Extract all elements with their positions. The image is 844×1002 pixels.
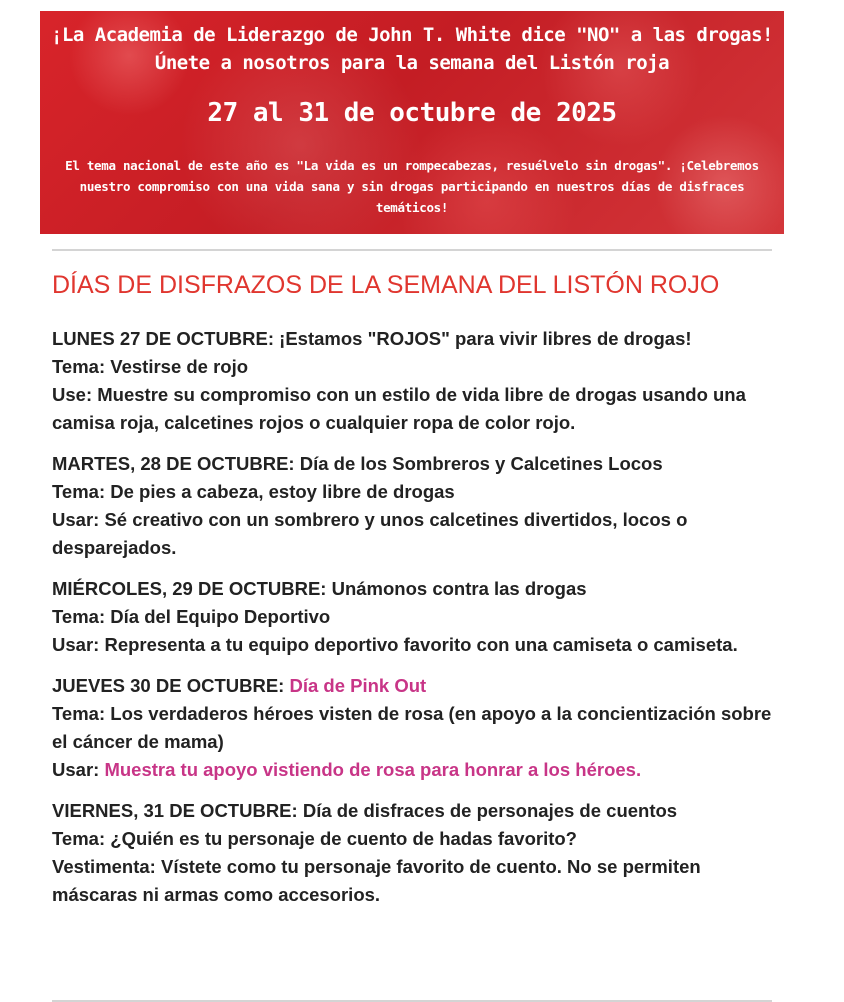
day-heading: MARTES, 28 DE OCTUBRE:: [52, 453, 295, 474]
theme-label: Tema:: [52, 606, 106, 627]
day-event: Día de los Sombreros y Calcetines Locos: [299, 453, 663, 474]
theme-label: Tema:: [52, 828, 106, 849]
day-heading: VIERNES, 31 DE OCTUBRE:: [52, 800, 298, 821]
banner-headline: ¡La Academia de Liderazgo de John T. White dice "NO" a las drogas!: [51, 24, 773, 46]
wear-label: Usar:: [52, 509, 100, 530]
theme-label: Tema:: [52, 356, 106, 377]
day-theme-line: [52, 825, 782, 853]
day-wear: Muestre su compromiso con un estilo de vida libre de drogas usando una camisa roja, calcetines rojos o cualquier ropa de color rojo.: [52, 384, 746, 433]
day-wear-line: [52, 381, 782, 437]
day-wear-pink: Muestra tu apoyo vistiendo de rosa para honrar a los héroes.: [104, 759, 642, 780]
day-wear: Sé creativo con un sombrero y unos calcetines divertidos, locos o desparejados.: [52, 509, 688, 558]
day-heading: MIÉRCOLES, 29 DE OCTUBRE:: [52, 578, 327, 599]
day-event: Unámonos contra las drogas: [331, 578, 587, 599]
day-heading: JUEVES 30 DE OCTUBRE:: [52, 675, 285, 696]
day-wear: Vístete como tu personaje favorito de cuento. No se permiten máscaras ni armas como accesorios.: [52, 856, 701, 905]
day-wear-line: [52, 853, 782, 909]
day-thursday: [52, 672, 782, 784]
red-ribbon-banner: [40, 11, 784, 234]
day-wear-line: [52, 756, 782, 784]
wear-label: Use:: [52, 384, 93, 405]
day-heading-line: [52, 575, 782, 603]
day-wear-line: [52, 506, 782, 562]
banner-subheadline: Únete a nosotros para la semana del Listón roja: [154, 52, 670, 74]
theme-label: Tema:: [52, 481, 106, 502]
wear-label: Usar:: [52, 634, 100, 655]
main-content: [52, 266, 782, 909]
day-heading-line: [52, 672, 782, 700]
day-monday: [52, 325, 782, 437]
day-heading-line: [52, 797, 782, 825]
day-heading: LUNES 27 DE OCTUBRE:: [52, 328, 275, 349]
day-wear: Representa a tu equipo deportivo favorito con una camiseta o camiseta.: [104, 634, 738, 655]
day-theme: Los verdaderos héroes visten de rosa (en apoyo a la concientización sobre el cáncer de mama): [52, 703, 772, 752]
day-event-pink: Día de Pink Out: [289, 675, 427, 696]
wear-label: Vestimenta:: [52, 856, 156, 877]
day-theme: Día del Equipo Deportivo: [110, 606, 331, 627]
day-theme: Vestirse de rojo: [110, 356, 249, 377]
day-wear-line: [52, 631, 782, 659]
section-title: DÍAS DE DISFRAZOS DE LA SEMANA DEL LISTÓN ROJO: [52, 271, 720, 299]
day-wednesday: [52, 575, 782, 659]
day-heading-line: [52, 450, 782, 478]
day-theme-line: [52, 478, 782, 506]
day-heading-line: [52, 325, 782, 353]
day-friday: [52, 797, 782, 909]
day-theme-line: [52, 353, 782, 381]
day-theme: ¿Quién es tu personaje de cuento de hadas favorito?: [110, 828, 577, 849]
day-theme: De pies a cabeza, estoy libre de drogas: [110, 481, 455, 502]
day-event: ¡Estamos "ROJOS" para vivir libres de drogas!: [279, 328, 692, 349]
day-theme-line: [52, 700, 782, 756]
banner-theme-text: El tema nacional de este año es "La vida es un rompecabezas, resuélvelo sin drogas". ¡Celebremos nuestro compromiso con una vida sana y sin drogas participando en nuestros días de disfraces temáticos!: [65, 158, 759, 215]
top-divider: [52, 249, 772, 251]
day-event: Día de disfraces de personajes de cuentos: [302, 800, 678, 821]
theme-label: Tema:: [52, 703, 106, 724]
day-tuesday: [52, 450, 782, 562]
banner-date: 27 al 31 de octubre de 2025: [207, 98, 617, 128]
wear-label: Usar:: [52, 759, 100, 780]
day-theme-line: [52, 603, 782, 631]
